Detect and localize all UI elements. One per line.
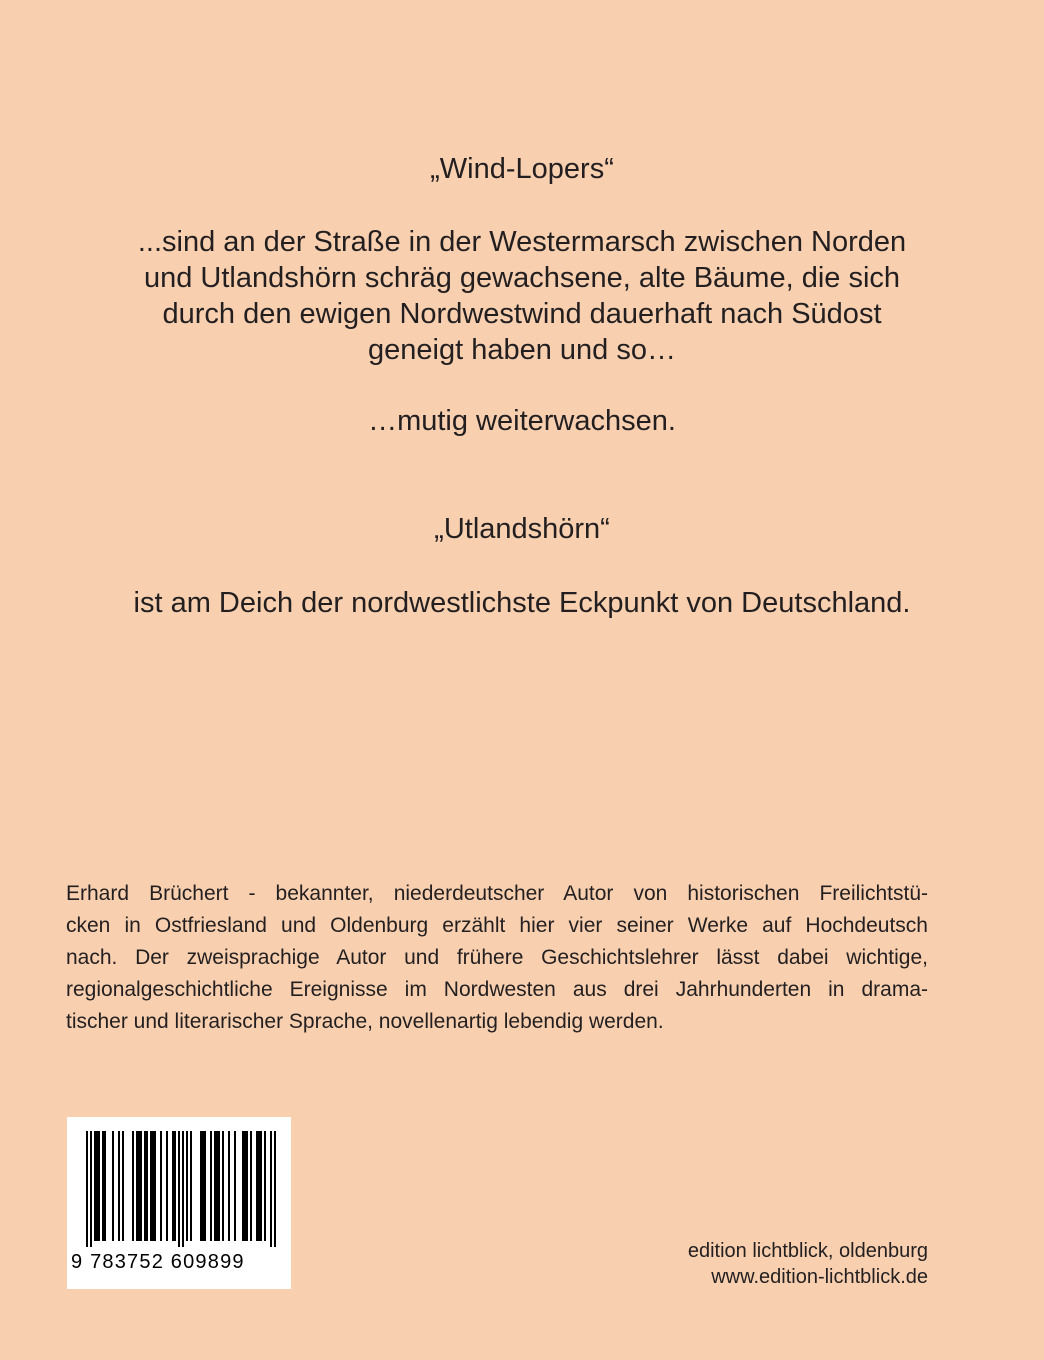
barcode-guard-bar — [90, 1131, 92, 1247]
wind-lopers-line: geneigt haben und so… — [368, 334, 676, 366]
barcode-bar — [132, 1131, 134, 1241]
barcode-bar — [150, 1131, 156, 1241]
wind-lopers-description — [0, 224, 1044, 368]
barcode-bar — [264, 1131, 266, 1241]
barcode-bars — [86, 1131, 276, 1247]
blurb-line: nach. Der zweisprachige Autor und frühere Geschichtslehrer lässt dabei wichtige, — [66, 946, 928, 969]
barcode-guard-bar — [274, 1131, 276, 1247]
barcode-bar — [242, 1131, 248, 1241]
wind-lopers-ending — [0, 403, 1044, 439]
author-blurb — [66, 878, 928, 1038]
barcode-bar — [112, 1131, 114, 1241]
barcode-bar — [250, 1131, 252, 1241]
utlandshorn-description-text: ist am Deich der nordwestlichste Eckpunkt von Deutschland. — [133, 587, 911, 619]
barcode-bar — [190, 1131, 192, 1241]
wind-lopers-title-text: „Wind-Lopers“ — [430, 153, 614, 185]
wind-lopers-line: ...sind an der Straße in der Westermarsch zwischen Norden — [137, 226, 907, 258]
barcode-bar — [214, 1131, 220, 1241]
barcode-bar — [118, 1131, 120, 1241]
blurb-line: regionalgeschichtliche Ereignisse im Nordwesten aus drei Jahrhunderten in drama- — [66, 978, 928, 1001]
barcode-bar — [186, 1131, 188, 1241]
barcode-guard-bar — [86, 1131, 88, 1247]
barcode-bar — [172, 1131, 176, 1241]
publisher-info — [688, 1238, 928, 1290]
blurb-line: tischer und literarischer Sprache, novellenartig lebendig werden. — [66, 1010, 664, 1033]
utlandshorn-title — [0, 511, 1044, 547]
barcode-bar — [94, 1131, 100, 1241]
barcode-bar — [256, 1131, 262, 1241]
barcode-guard-bar — [270, 1131, 272, 1247]
isbn-barcode — [67, 1117, 291, 1289]
blurb-line: Erhard Brüchert - bekannter, niederdeutscher Autor von historischen Freilichtstü- — [66, 882, 928, 905]
publisher-website: www.edition-lichtblick.de — [711, 1266, 928, 1288]
wind-lopers-ending-text: …mutig weiterwachsen. — [368, 405, 676, 437]
barcode-guard-bar — [178, 1131, 180, 1247]
barcode-bar — [136, 1131, 142, 1241]
barcode-guard-bar — [182, 1131, 184, 1247]
barcode-bar — [228, 1131, 230, 1241]
wind-lopers-line: und Utlandshörn schräg gewachsene, alte Bäume, die sich — [143, 262, 901, 294]
utlandshorn-title-text: „Utlandshörn“ — [434, 513, 610, 545]
barcode-bar — [200, 1131, 206, 1241]
isbn-digits: 9 783752 609899 — [71, 1251, 245, 1273]
barcode-bar — [160, 1131, 162, 1241]
barcode-bar — [102, 1131, 106, 1241]
barcode-bar — [166, 1131, 168, 1241]
barcode-bar — [210, 1131, 212, 1241]
barcode-bar — [234, 1131, 236, 1241]
wind-lopers-title — [0, 151, 1044, 187]
barcode-bar — [122, 1131, 124, 1241]
blurb-line: cken in Ostfriesland und Oldenburg erzählt hier vier seiner Werke auf Hochdeutsch — [66, 914, 928, 937]
wind-lopers-line: durch den ewigen Nordwestwind dauerhaft nach Südost — [162, 298, 882, 330]
barcode-bar — [144, 1131, 148, 1241]
publisher-name: edition lichtblick, oldenburg — [687, 1240, 928, 1262]
utlandshorn-description — [0, 585, 1044, 621]
barcode-bar — [222, 1131, 224, 1241]
